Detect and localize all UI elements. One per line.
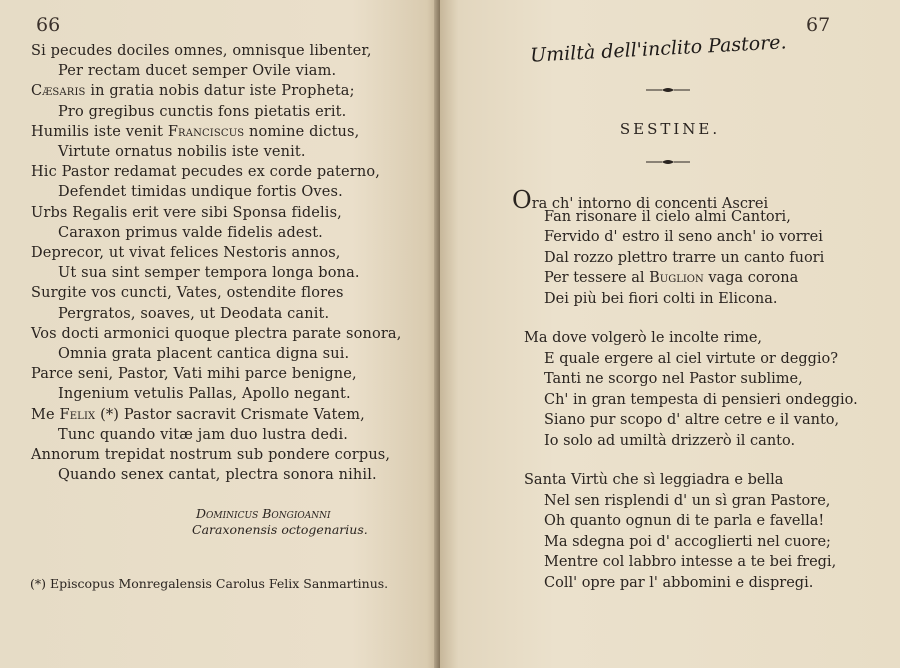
verse-text: Surgite vos cuncti, Vates, ostendite flores xyxy=(31,285,344,302)
verse-line xyxy=(58,306,329,322)
verse-text: Io solo ad umiltà drizzerò il canto. xyxy=(544,432,796,449)
verse-text: Si pecudes dociles omnes, omnisque libenter, xyxy=(31,43,372,59)
sestina-line xyxy=(544,250,824,266)
sestina-line xyxy=(544,209,791,225)
verse-line xyxy=(58,427,348,443)
verse-text: Deprecor, ut vivat felices Nestoris annos, xyxy=(31,245,341,261)
verse-text: Santa Virtù che sì leggiadra e bella xyxy=(524,472,784,488)
verse-text: ra ch' intorno di concenti Ascrei xyxy=(531,196,769,212)
verse-text: Pergratos, soaves, ut Deodata canit. xyxy=(58,305,330,322)
left-page xyxy=(0,0,440,668)
verse-line xyxy=(31,326,401,342)
verse-text: Defendet timidas undique fortis Oves. xyxy=(58,184,343,201)
verse-text: Per rectam ducet semper Ovile viam. xyxy=(58,63,337,80)
verse-text: Tanti ne scorgo nel Pastor sublime, xyxy=(544,371,803,387)
verse-text: Urbs Regalis erit vere sibi Sponsa fidelis, xyxy=(31,204,342,221)
verse-text: Ingenium vetulis Pallas, Apollo negant. xyxy=(58,386,351,403)
verse-text: nomine dictus, xyxy=(244,123,360,140)
verse-text: Fan risonare il cielo almi Cantori, xyxy=(544,208,791,225)
sestina-line xyxy=(544,575,813,591)
verse-line xyxy=(31,407,365,423)
page-number-right: 67 xyxy=(806,14,831,36)
verse-line xyxy=(31,285,344,301)
verse-text: Mentre col labbro intesse a te bei fregi, xyxy=(544,554,837,570)
verse-text: (*) Pastor sacravit Crismate Vatem, xyxy=(95,406,365,423)
sestina-line xyxy=(524,472,783,488)
verse-text: vaga corona xyxy=(703,270,799,286)
page-number-left: 66 xyxy=(36,14,61,36)
verse-line xyxy=(58,386,351,402)
verse-line xyxy=(58,184,343,200)
sestina-line xyxy=(544,270,798,286)
verse-text: Siano pur scopo d' altre cetre e il vanto, xyxy=(544,412,840,428)
verse-line xyxy=(58,63,336,79)
sestina-line xyxy=(524,330,762,346)
verse-text: Tunc quando vitæ jam duo lustra dedi. xyxy=(58,426,349,443)
verse-line xyxy=(58,265,360,281)
section-heading: SESTINE. xyxy=(619,120,721,138)
verse-text: Parce seni, Pastor, Vati mihi parce benigne, xyxy=(31,366,357,383)
sestina-line xyxy=(544,412,839,428)
verse-line xyxy=(58,467,377,483)
verse-line xyxy=(31,83,355,99)
verse-text: Caraxon primus valde fidelis adest. xyxy=(58,224,323,241)
verse-text: Dei più bei fiori colti in Elicona. xyxy=(544,290,778,307)
sestina-line xyxy=(544,513,824,529)
verse-text: Ut sua sint semper tempora longa bona. xyxy=(58,265,360,282)
handwritten-note: Umiltà dell'inclito Pastore. xyxy=(529,31,788,67)
sestina-line xyxy=(544,229,823,245)
ornament-rule-bottom xyxy=(646,158,690,166)
verse-text: Fervido d' estro il seno anch' io vorrei xyxy=(544,229,823,245)
verse-text: Ma sdegna poi d' accoglierti nel cuore; xyxy=(544,533,831,550)
verse-text: Omnia grata placent cantica digna sui. xyxy=(58,346,350,362)
verse-line xyxy=(31,43,372,59)
verse-text: Pro gregibus cunctis fons pietatis erit. xyxy=(58,103,347,120)
footnote: (*) Episcopus Monregalensis Carolus Felix Sanmartinus. xyxy=(30,576,389,591)
sestina-line xyxy=(544,291,777,307)
verse-line xyxy=(58,225,323,241)
drop-cap: O xyxy=(512,186,532,214)
verse-line xyxy=(58,144,306,160)
verse-text: Annorum trepidat nostrum sub pondere corpus, xyxy=(31,447,391,463)
verse-line xyxy=(58,104,346,120)
verse-text: Ma dove volgerò le incolte rime, xyxy=(524,330,763,346)
verse-text: Per tessere al xyxy=(544,270,650,286)
proper-name: Franciscus xyxy=(167,123,245,140)
verse-line xyxy=(31,164,380,180)
sestina-line xyxy=(544,554,836,570)
proper-name: Cæsaris xyxy=(31,83,86,100)
verse-line xyxy=(31,447,390,463)
sestina-line xyxy=(544,371,803,387)
ornament-rule-top xyxy=(646,86,690,94)
verse-text: Humilis iste venit xyxy=(31,123,168,140)
sestina-line xyxy=(544,392,858,408)
signature-title: Caraxonensis octogenarius. xyxy=(192,522,368,537)
verse-text: Coll' opre par l' abbomini e dispregi. xyxy=(544,574,814,591)
verse-text: Nel sen risplendi d' un sì gran Pastore, xyxy=(544,492,831,509)
verse-line xyxy=(31,245,341,261)
verse-line xyxy=(31,124,359,140)
verse-text: Quando senex cantat, plectra sonora nihil. xyxy=(58,467,377,484)
sestina-line xyxy=(544,433,795,449)
proper-name: Buglion xyxy=(649,270,704,286)
verse-text: Ch' in gran tempesta di pensieri ondeggio. xyxy=(544,391,858,408)
right-page xyxy=(440,0,900,668)
verse-text: Oh quanto ognun di te parla e favella! xyxy=(544,513,825,529)
verse-text: Virtute ornatus nobilis iste venit. xyxy=(58,144,306,160)
verse-text: Me xyxy=(31,406,60,423)
verse-line xyxy=(58,346,349,362)
verse-text: in gratia nobis datur iste Propheta; xyxy=(85,83,355,100)
verse-line xyxy=(31,366,357,382)
verse-text: Vos docti armonici quoque plectra parate sonora, xyxy=(31,325,402,342)
verse-text: Hic Pastor redamat pecudes ex corde paterno, xyxy=(31,164,380,181)
sestina-line xyxy=(544,351,838,367)
proper-name: Felix xyxy=(59,406,96,423)
sestina-line xyxy=(544,493,830,509)
verse-text: E quale ergere al ciel virtute or deggio? xyxy=(544,350,839,367)
sestina-line xyxy=(544,534,831,550)
signature-name: Dominicus Bongioanni xyxy=(196,506,331,521)
verse-text: Dal rozzo plettro trarre un canto fuori xyxy=(544,249,825,266)
verse-line xyxy=(31,205,342,221)
